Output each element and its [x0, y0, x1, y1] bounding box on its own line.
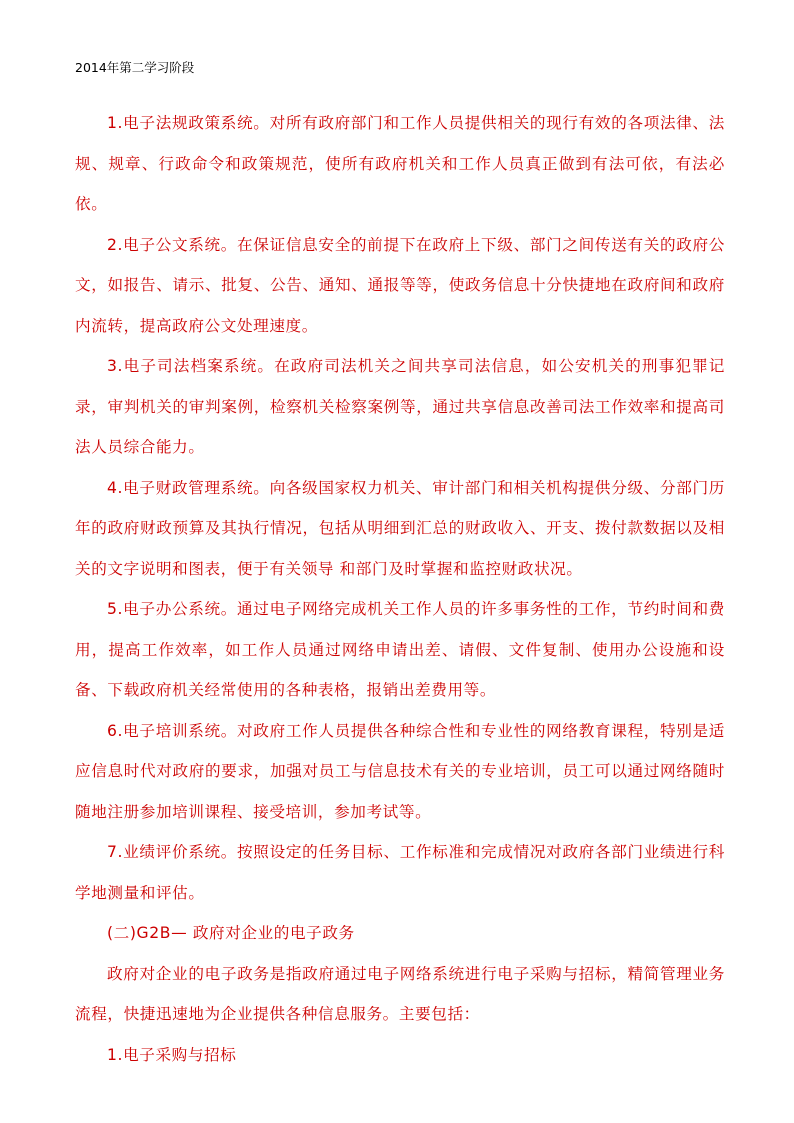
paragraph-e-office-system: 5.电子办公系统。通过电子网络完成机关工作人员的许多事务性的工作，节约时间和费用，提高工作效率，如工作人员通过网络申请出差、请假、文件复制、使用办公设施和设备、下载政府机关经常使用的各种表格，报销出差费用等。	[75, 600, 725, 699]
paragraph-performance-evaluation-system: 7.业绩评价系统。按照设定的任务目标、工作标准和完成情况对政府各部门业绩进行科学地测量和评估。	[75, 843, 725, 902]
section-heading-g2b: (二)G2B— 政府对企业的电子政务	[107, 924, 355, 942]
list-item-e-procurement: 1.电子采购与招标	[107, 1045, 237, 1064]
page-header: 2014年第二学习阶段	[75, 60, 195, 75]
paragraph-e-law-policy-system: 1.电子法规政策系统。对所有政府部门和工作人员提供相关的现行有效的各项法律、法规、规章、行政命令和政策规范，使所有政府机关和工作人员真正做到有法可依，有法必依。	[75, 114, 725, 213]
paragraph-e-document-system: 2.电子公文系统。在保证信息安全的前提下在政府上下级、部门之间传送有关的政府公文，如报告、请示、批复、公告、通知、通报等等，使政务信息十分快捷地在政府间和政府内流转，提高政府公文处理速度。	[75, 235, 725, 335]
paragraph-e-finance-management-system: 4.电子财政管理系统。向各级国家权力机关、审计部门和相关机构提供分级、分部门历年的政府财政预算及其执行情况，包括从明细到汇总的财政收入、开支、拨付款数据以及相关的文字说明和图表，便于有关领导 和部门及时掌握和监控财政状况。	[75, 478, 725, 578]
paragraph-e-judicial-archive-system: 3.电子司法档案系统。在政府司法机关之间共享司法信息，如公安机关的刑事犯罪记录，审判机关的审判案例，检察机关检察案例等，通过共享信息改善司法工作效率和提高司法人员综合能力。	[75, 357, 725, 456]
document-body	[75, 103, 725, 1075]
paragraph-g2b-intro: 政府对企业的电子政务是指政府通过电子网络系统进行电子采购与招标，精简管理业务流程，快捷迅速地为企业提供各种信息服务。主要包括：	[75, 964, 725, 1023]
paragraph-e-training-system: 6.电子培训系统。对政府工作人员提供各种综合性和专业性的网络教育课程，特别是适应信息时代对政府的要求，加强对员工与信息技术有关的专业培训，员工可以通过网络随时随地注册参加培训课程、接受培训，参加考试等。	[75, 721, 725, 821]
